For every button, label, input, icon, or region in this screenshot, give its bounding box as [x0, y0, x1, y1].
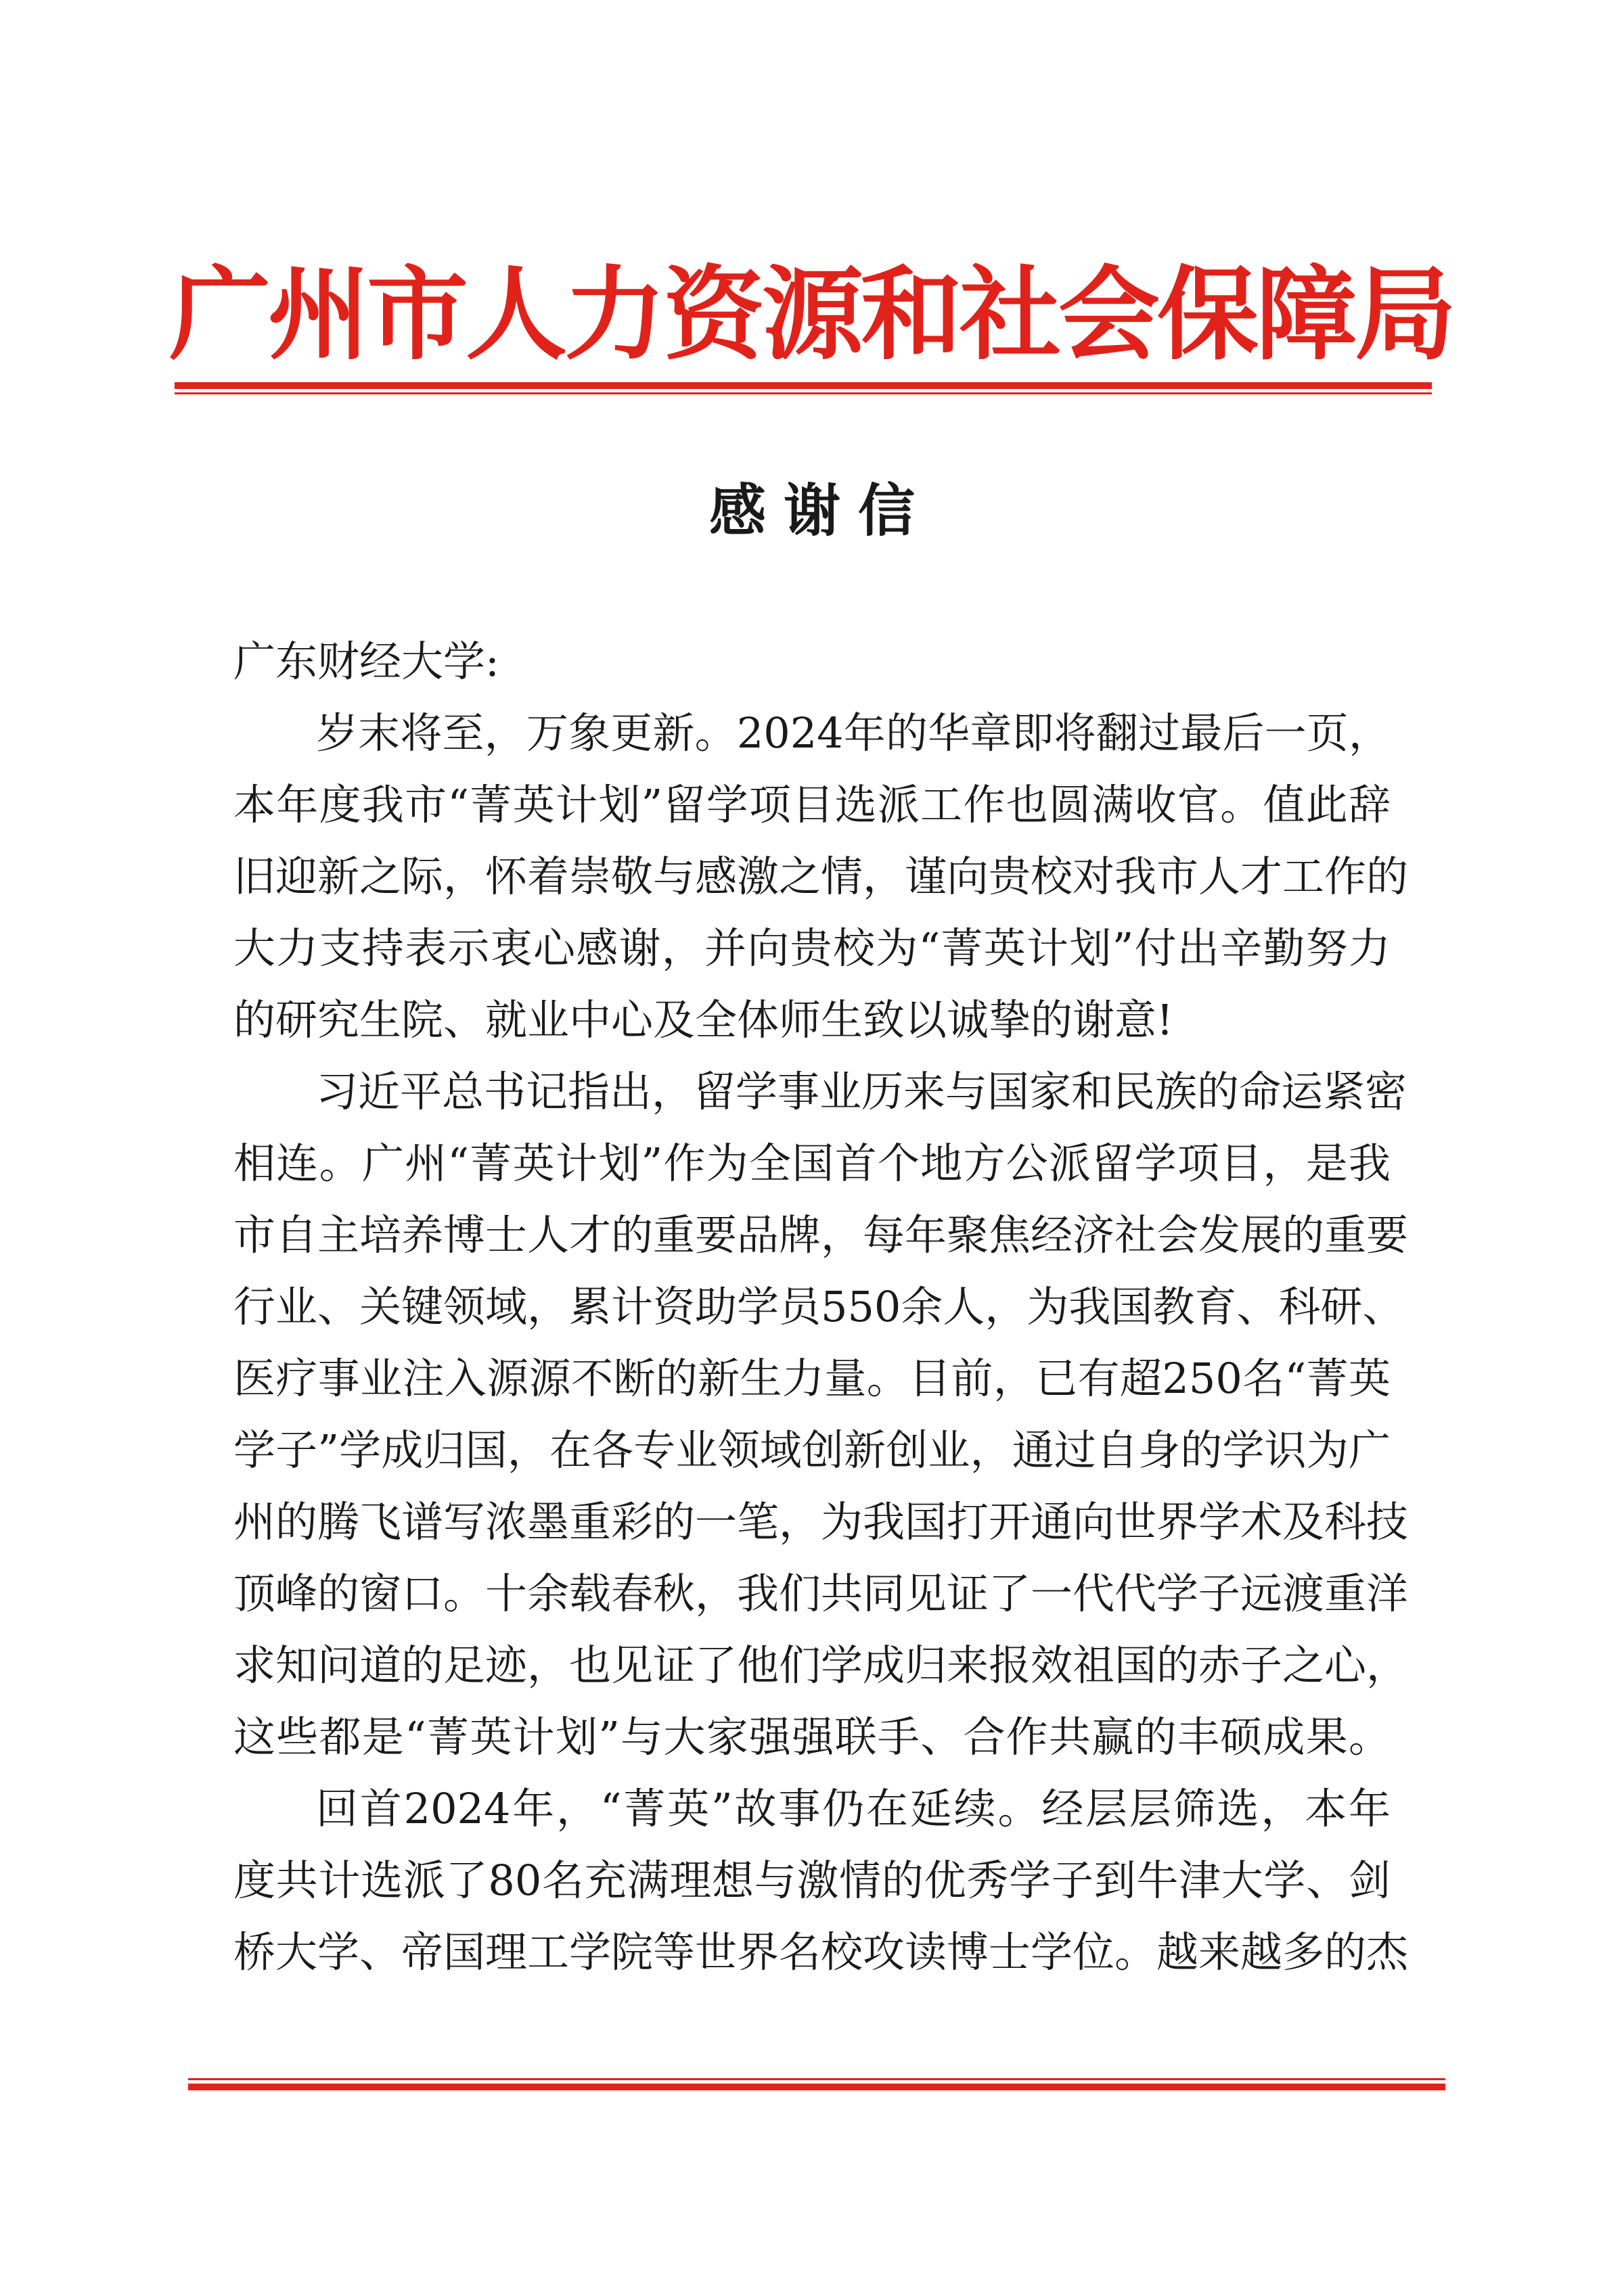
footer-red-rule [188, 2078, 1445, 2090]
text-line: 顶峰的窗口。十余载春秋，我们共同见证了一代代学子远渡重洋 [233, 1569, 1409, 1618]
text-line: 度共计选派了80名充满理想与激情的优秀学子到牛津大学、剑 [233, 1856, 1391, 1905]
text-line: 求知问道的足迹，也见证了他们学成归来报效祖国的赤子之心， [233, 1640, 1409, 1690]
text-line: 岁末将至，万象更新。2024年的华章即将翻过最后一页， [316, 708, 1391, 758]
text-line: 这些都是“菁英计划”与大家强强联手、合作共赢的丰硕成果。 [233, 1712, 1391, 1762]
letterhead-org-name: 广州市人力资源和社会保障局 [169, 255, 1454, 374]
text-line: 州的腾飞谱写浓墨重彩的一笔，为我国打开通向世界学术及科技 [233, 1497, 1409, 1546]
text-line: 桥大学、帝国理工学院等世界名校攻读博士学位。越来越多的杰 [233, 1927, 1409, 1977]
text-line: 行业、关键领域，累计资助学员550余人，为我国教育、科研、 [233, 1282, 1405, 1331]
text-line: 的研究生院、就业中心及全体师生致以诚挚的谢意! [233, 995, 1173, 1044]
letter-title: 感谢信 [708, 477, 932, 544]
paragraph-3 [233, 1773, 1409, 1988]
text-line: 大力支持表示衷心感谢，并向贵校为“菁英计划”付出辛勤努力 [233, 923, 1391, 973]
text-line: 旧迎新之际，怀着崇敬与感激之情，谨向贵校对我市人才工作的 [233, 852, 1409, 901]
text-line: 习近平总书记指出，留学事业历来与国家和民族的命运紧密 [316, 1067, 1407, 1116]
letter-body [233, 626, 1409, 1988]
paragraph-1 [233, 697, 1409, 1056]
salutation: 广东财经大学: [233, 637, 499, 686]
text-line: 相连。广州“菁英计划”作为全国首个地方公派留学项目，是我 [233, 1139, 1391, 1188]
text-line: 市自主培养博士人才的重要品牌，每年聚焦经济社会发展的重要 [233, 1210, 1409, 1260]
text-line: 医疗事业注入源源不断的新生力量。目前，已有超250名“菁英 [233, 1354, 1391, 1403]
text-line: 本年度我市“菁英计划”留学项目选派工作也圆满收官。值此辞 [233, 780, 1391, 829]
text-line: 学子”学成归国，在各专业领域创新创业，通过自身的学识为广 [233, 1425, 1391, 1475]
text-line: 回首2024年，“菁英”故事仍在延续。经层层筛选，本年 [316, 1784, 1391, 1833]
letterhead-red-rule [175, 382, 1432, 394]
paragraph-2 [233, 1056, 1409, 1773]
